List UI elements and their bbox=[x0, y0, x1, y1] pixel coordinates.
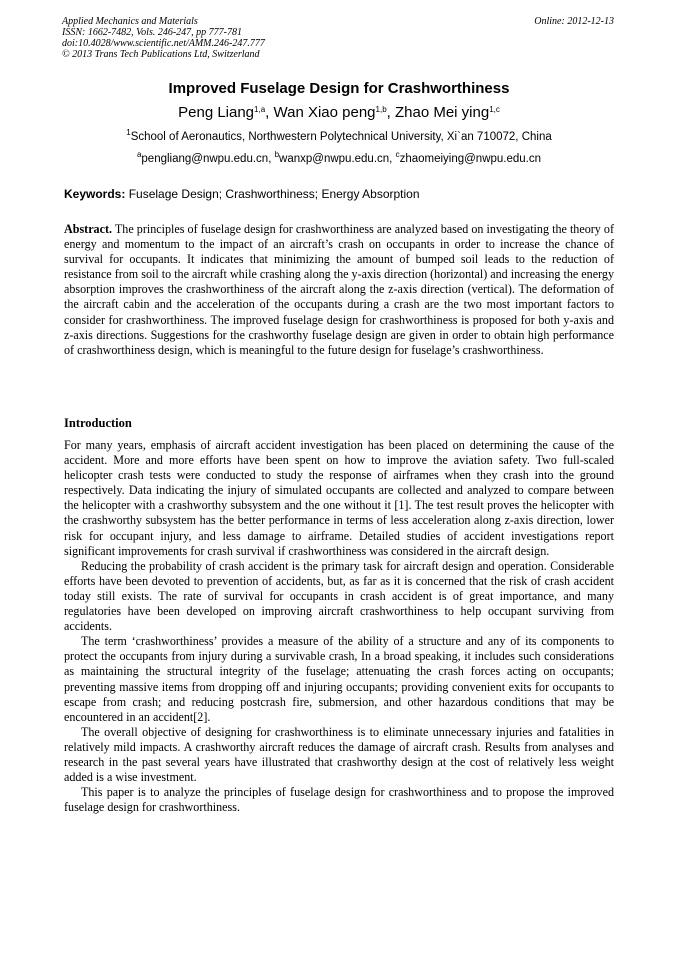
author-name: Wan Xiao peng bbox=[273, 104, 376, 121]
author-name: Zhao Mei ying bbox=[394, 104, 490, 121]
paragraph: The overall objective of designing for crashworthiness is to eliminate unnecessary injuries and fatalities in relatively mild impacts. A crashworthy aircraft reduces the damage of aircraft crash. Results from analyses and research in the past several years have illustrated that crashworthy design at the cost of relatively less weight added is a wise investment. bbox=[64, 724, 614, 785]
paragraph: For many years, emphasis of aircraft accident investigation has been placed on determining the cause of the accident. More and more efforts have been spent on how to improve the aviation safety. Two full-scaled helicopter crash tests were conducted to study the response of airframes when they crash into the ground respectively. Data indicating the injury of simulated occupants are collected and analyzed to compare between the helicopter with a crashworthy subsystem and the one without it [1]. The test result proves the helicopter with the crashworthy subsystem has the better performance in terms of less acceleration along z-axis direction, lower risk for occupant injury, and less damage to airframe. Detailed studies of accident investigations report significant improvements for crash survival if crashworthiness was considered in the aircraft design. bbox=[64, 438, 614, 558]
affiliation-text: School of Aeronautics, Northwestern Polytechnical University, Xi`an 710072, China bbox=[130, 131, 552, 143]
introduction-section bbox=[64, 438, 614, 815]
email-address[interactable]: zhaomeiying@nwpu.edu.cn bbox=[399, 153, 542, 165]
author-name: Peng Liang bbox=[178, 104, 255, 121]
email-list: $^a$pengliang@nwpu.edu.cn, $^b$wanxp@nwpu.edu.cn, $^c$zhaomeiying@nwpu.edu.cn bbox=[136, 150, 542, 165]
abstract-label: Abstract. bbox=[64, 222, 113, 236]
paragraph: This paper is to analyze the principles of fuselage design for crashworthiness and to propose the improved fuselage design for crashworthiness. bbox=[64, 785, 614, 815]
email-address[interactable]: wanxp@nwpu.edu.cn bbox=[279, 153, 390, 165]
affiliation bbox=[0, 128, 678, 143]
author-sup: 1,a bbox=[254, 105, 266, 114]
abstract bbox=[64, 222, 614, 358]
doi-line: doi:10.4028/www.scientific.net/AMM.246-247.777 bbox=[62, 38, 265, 49]
email-sup: c bbox=[395, 150, 400, 159]
author-list: Peng Liang$^{1,a}$, Wan Xiao peng$^{1,b}$, Zhao Mei ying$^{1,c}$ bbox=[178, 104, 500, 121]
keywords-line bbox=[64, 187, 420, 201]
copyright-line: © 2013 Trans Tech Publications Ltd, Switzerland bbox=[62, 49, 260, 60]
affiliation-sup: 1 bbox=[126, 128, 131, 137]
keywords-label: Keywords: bbox=[64, 187, 126, 201]
paragraph: Reducing the probability of crash accident is the primary task for aircraft design and operation. Considerable efforts have been devoted to prevention of accidents, but, as far as it is concerned that the risk of crash accident today still exists. The rate of survival for occupants in crash accident is of great importance, and many regulatories have been developed on improving aircraft crashworthiness to help occupant surviving from accidents. bbox=[64, 558, 614, 634]
email-sup: b bbox=[274, 150, 280, 159]
abstract-text: The principles of fuselage design for crashworthiness are analyzed based on investigating the theory of energy and momentum to the impact of an aircraft’s crash on occupants in order to increase the chance of survival for occupants. It indicates that minimizing the amount of bumped soil leads to the reduction of resistance from soil to the aircraft while crashing along the y-axis direction (horizontal) and increasing the energy absorption improves the crashworthiness of the aircraft along the z-axis direction (vertical). The deformation of the aircraft cabin and the acceleration of the occupants during a crash are the two most important factors to consider for crashworthiness. The improved fuselage design for crashworthiness is proposed for both y-axis and z-axis directions. Suggestions for the crashworthy fuselage design are given in order to obtain high performance of crashworthiness design, which is meaningful to the future design for fuselage’s crashworthiness. bbox=[64, 222, 614, 357]
keywords-text: Fuselage Design; Crashworthiness; Energy Absorption bbox=[128, 187, 420, 201]
publication-header bbox=[62, 16, 614, 60]
author-sup: 1,c bbox=[489, 105, 500, 114]
journal-name: Applied Mechanics and Materials bbox=[62, 16, 198, 27]
paper-title: Improved Fuselage Design for Crashworthiness bbox=[168, 80, 510, 97]
paragraph: The term ‘crashworthiness’ provides a measure of the ability of a structure and any of its components to protect the occupants from injury during a survivable crash, In a broad speaking, it includes such considerations as maintaining the structural integrity of the fuselage; attenuating the crash forces acting on occupants; preventing massive items from dropping off and injuring occupants; providing convenient exits for occupants to escape from crash; and reducing postcrash fire, submersion, and other hazardous conditions that may be encountered in an accident[2]. bbox=[64, 634, 614, 724]
issn-line: ISSN: 1662-7482, Vols. 246-247, pp 777-781 bbox=[62, 27, 242, 38]
email-sup: a bbox=[136, 150, 142, 159]
online-date: Online: 2012-12-13 bbox=[534, 16, 614, 27]
author-sup: 1,b bbox=[375, 105, 387, 114]
email-address[interactable]: pengliang@nwpu.edu.cn bbox=[141, 153, 269, 165]
section-heading-introduction: Introduction bbox=[64, 416, 132, 430]
